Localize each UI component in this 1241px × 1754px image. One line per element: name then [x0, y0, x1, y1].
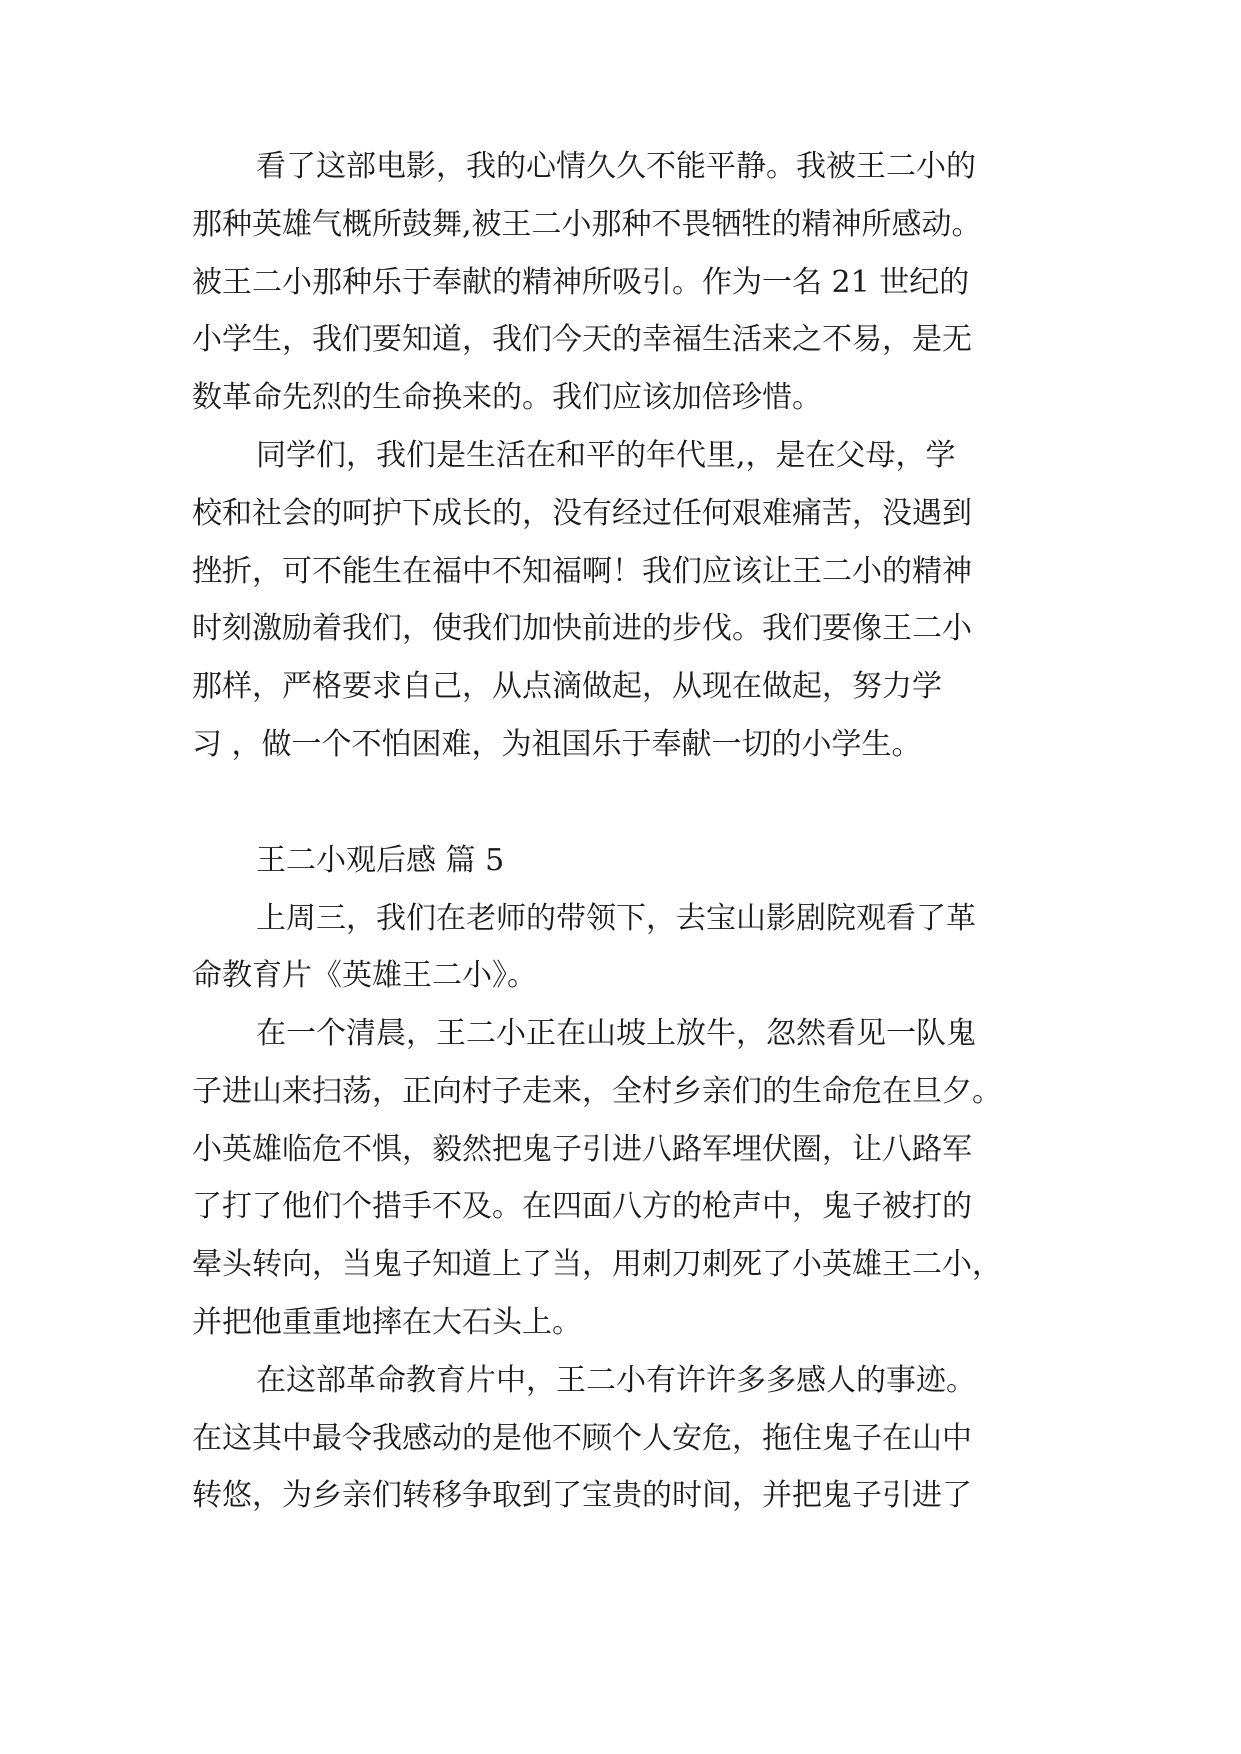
paragraph-line: 习 ，做一个不怕困难，为祖国乐于奉献一切的小学生。 — [192, 727, 922, 762]
paragraph-line: 看了这部电影，我的心情久久不能平静。我被王二小的 — [256, 149, 976, 184]
paragraph-line: 在一个清晨，王二小正在山坡上放牛，忽然看见一队鬼 — [256, 1016, 976, 1051]
paragraph-line: 挫折，可不能生在福中不知福啊！我们应该让王二小的精神 — [192, 554, 972, 589]
paragraph-line: 转悠，为乡亲们转移争取到了宝贵的时间，并把鬼子引进了 — [192, 1478, 972, 1513]
paragraph-line: 数革命先烈的生命换来的。我们应该加倍珍惜。 — [192, 380, 822, 415]
document-page — [192, 0, 1062, 1754]
paragraph-line: 同学们，我们是生活在和平的年代里,，是在父母，学 — [256, 438, 956, 473]
paragraph-line: 那种英雄气概所鼓舞,被王二小那种不畏牺牲的精神所感动。 — [192, 207, 982, 242]
paragraph-line: 子进山来扫荡，正向村子走来，全村乡亲们的生命危在旦夕。 — [192, 1074, 1002, 1109]
paragraph-line: 晕头转向，当鬼子知道上了当，用刺刀刺死了小英雄王二小， — [192, 1247, 1002, 1282]
paragraph-line: 命教育片《英雄王二小》。 — [192, 958, 537, 993]
section-heading: 王二小观后感 篇 5 — [256, 843, 505, 878]
paragraph-line: 小英雄临危不惧，毅然把鬼子引进八路军埋伏圈，让八路军 — [192, 1132, 972, 1167]
paragraph-line: 了打了他们个措手不及。在四面八方的枪声中，鬼子被打的 — [192, 1189, 972, 1224]
paragraph-line: 那样，严格要求自己，从点滴做起，从现在做起，努力学 — [192, 669, 942, 704]
paragraph-line: 校和社会的呵护下成长的，没有经过任何艰难痛苦，没遇到 — [192, 496, 972, 531]
paragraph-line: 在这其中最令我感动的是他不顾个人安危，拖住鬼子在山中 — [192, 1421, 972, 1456]
paragraph-line: 小学生，我们要知道，我们今天的幸福生活来之不易，是无 — [192, 322, 972, 357]
paragraph-line: 被王二小那种乐于奉献的精神所吸引。作为一名 21 世纪的 — [192, 265, 970, 300]
paragraph-line: 上周三，我们在老师的带领下，去宝山影剧院观看了革 — [256, 901, 976, 936]
paragraph-line: 时刻激励着我们，使我们加快前进的步伐。我们要像王二小 — [192, 611, 972, 646]
paragraph-line: 并把他重重地摔在大石头上。 — [192, 1305, 582, 1340]
paragraph-line: 在这部革命教育片中，王二小有许许多多感人的事迹。 — [256, 1363, 976, 1398]
